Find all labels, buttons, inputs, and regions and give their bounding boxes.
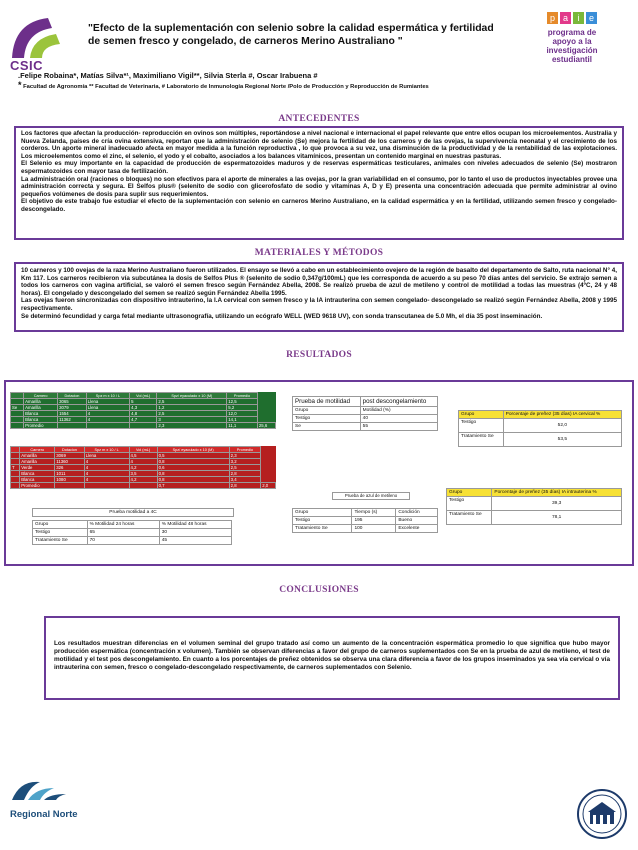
materiales-p3: Se determinó fecundidad y carga fetal mediante ultrasonografía, utilizando un ecógrafo WELL (WED 9618 UV), con sonda transcutanea de 5.0 Mh, el día 35 post inseminación.	[21, 312, 543, 320]
csic-logo-graphic	[8, 14, 66, 62]
poster-title: "Efecto de la suplementación con selenio sobre la calidad espermática y fertilidad de semen fresco y congelado, de carneros Merino Australiano "	[88, 23, 494, 47]
affiliation-block	[18, 82, 458, 92]
cervical-row	[459, 433, 622, 447]
green-table-cell: 4,3	[130, 405, 157, 411]
cervical-cell: Tratamiento Se	[459, 433, 504, 447]
motilidad-4c-table	[32, 520, 232, 545]
green-table-wrap	[10, 392, 276, 429]
red-table-cell: 4,2	[129, 477, 157, 483]
antecedentes-p3: La administración oral (raciones o bloques) no son efectivos para el aporte de minerales a las ovejas, por la gran variabilidad en el consumo, por lo tanto el uso de productos inyectables provee una administración correcta y segura. El Selfos plus® (selenito de sodio con glicerofosfato de sodio y vitaminas A, D y E) presenta una concentración adecuada que permite administrar al ovino pequeños volúmenes de dosis para suplir sus requerimientos.	[21, 175, 617, 198]
paie-letter-p: p	[547, 12, 558, 24]
cervical-cell: 52,0	[503, 419, 621, 433]
csic-label: CSIC	[10, 58, 44, 73]
university-seal	[576, 788, 628, 840]
green-table-header-cell: Vol (mL)	[130, 393, 157, 399]
green-table-cell: 2,3	[157, 423, 227, 429]
green-table-cell: Llena	[86, 399, 129, 405]
intrauterina-row	[447, 511, 622, 525]
paie-letter-e: e	[586, 12, 597, 24]
csic-logo	[8, 14, 66, 72]
red-table-row	[11, 483, 276, 489]
mot4c-cell: 70	[87, 537, 159, 545]
seal-graphic	[576, 788, 628, 840]
mot4c-cell: 65	[87, 529, 159, 537]
red-table-cell: 2,8	[229, 483, 261, 489]
motpost-cell: Testigo	[293, 415, 361, 423]
azul-header-cell: Condición	[396, 509, 438, 517]
red-table-cell: 4,2	[129, 465, 157, 471]
azul-cell: Bueno	[396, 517, 438, 525]
azul-cell: Tratamiento Se	[293, 525, 352, 533]
affiliation: Facultad de Agronomía ** Facultad de Veterinaria, # Laboratorio de Inmunología Regional Norte /Polo de Producción y Reproducción de Rumiantes	[23, 84, 429, 90]
azul-row	[293, 525, 438, 533]
azul-row	[293, 517, 438, 525]
red-table-cell: 1011	[55, 471, 85, 477]
green-table-header-cell: Carnero	[24, 393, 58, 399]
red-table-cell: 4	[84, 459, 129, 465]
red-table-cell	[84, 483, 129, 489]
red-table-cell: Blanca	[20, 477, 55, 483]
azul-cell: 195	[352, 517, 396, 525]
red-table-header-cell: Carnero	[20, 447, 55, 453]
materiales-box	[14, 262, 624, 332]
azul-title: Prueba de azul de metileno	[332, 492, 410, 500]
red-table-cell: 2,8	[229, 471, 261, 477]
motpost-title-1: Prueba de motilidad	[293, 397, 361, 407]
green-table-cell: 11,1	[227, 423, 258, 429]
green-table-cell: 3065	[58, 399, 87, 405]
red-table-cell: 0,6	[157, 465, 229, 471]
authors: .Felipe Robaina*, Matías Silva*¹, Maximiliano Vigil**, Silvia Sterla #, Oscar Irabuena #	[18, 71, 318, 80]
green-table-cell: 4,7	[130, 417, 157, 423]
green-table-header-cell: Spz/ eyaculado x 10 (M)	[157, 393, 227, 399]
red-table-cell	[129, 483, 157, 489]
motilidad-post-table	[292, 396, 438, 431]
red-table-cell: 3069	[55, 453, 85, 459]
cervical-header-cell: Porcentaje de preñez (35 días) IA cervical %	[503, 411, 621, 419]
mot4c-header-cell: % Motilidad 24 horas	[87, 521, 159, 529]
materiales-p1: 10 carneros y 100 ovejas de la raza Merino Australiano fueron utilizados. El ensayo se llevó a cabo en un establecimiento ovejero de la región de basalto del departamento de Salto, ruta nacional N° 4, Km 117. Los carneros recibieron vía subcutánea la dosis de Selfos Plus ® (selenito de sodio 0,347g/100mL) que les corresponda de acuerdo a su peso 70 días antes del servicio. Se extrajo semen a todos los carneros con vagina artificial, se valoró el semen fresco según Fernández Abella, 2008. Se realizó prueba de azul de metileno y control de motilidad a todas las muestras (4ºC, 24 y 48 horas). El congelado y descongelado del semen se realizó según Fernández Abella 1995.	[21, 267, 617, 297]
intrauterina-cell: 39,3	[492, 497, 622, 511]
red-table-cell: 2,0	[261, 483, 276, 489]
mot4c-header-cell: % Motilidad 48 horas	[159, 521, 231, 529]
red-table-header-cell: Spz m x 10 / L	[84, 447, 129, 453]
green-table-cell: 11362	[58, 417, 87, 423]
motpost-row	[293, 415, 438, 423]
azul-header-cell: Tiempo (s)	[352, 509, 396, 517]
green-table-cell: 4	[86, 417, 129, 423]
green-table-cell: 2,5	[157, 411, 227, 417]
antecedentes-box	[14, 126, 624, 240]
mot4c-row	[33, 529, 232, 537]
azul-cell: Excelente	[396, 525, 438, 533]
red-table-cell: 3,4	[229, 477, 261, 483]
antecedentes-p1: Los factores que afectan la producción- reproducción en ovinos son múltiples, reportándose a nivel nacional e internacional el papel relevante que entre ellos ocupan los microelementos. Australia y Nueva Zelanda, países de cría ovina extensiva, reportan que la administración de selenio (Se) mejora la fertilidad de los carneros y de las ovejas, la supervivencia neonatal y el crecimiento de los corderos. Un aporte mineral inadecuado afecta en mayor medida a la función reproductiva , lo que provoca a su vez, una disminución de la productividad y de la rentabilidad de las explotaciones. Los microelementos como el zinc, el selenio, el yodo y el cobalto, asociados a los balances vitamínicos, presentan un contenido marginal en nuestras pasturas.	[21, 130, 617, 160]
conclusiones-text: Los resultados muestran diferencias en el volumen seminal del grupo tratado así como un aumento de la concentración espermática promedio lo que significa que hubo mayor producción espermática (concentración x volumen). También se observan diferencias a favor del grupo de carneros suplementados con Se en la prueba de azul de metileno, el test de motilidad y el test pos descongelamiento. En cuanto a los porcentajes de preñez obtenidos se observa una clara diferencia a favor de los grupos inseminados ya sea vía cervical o vía intrauterina con semen, fresco o congelado-descongelado respectivamente, de carneros suplementados con Selenio.	[54, 640, 610, 671]
mot4c-row	[33, 537, 232, 545]
mot4c-cell: Testigo	[33, 529, 88, 537]
red-table-cell	[55, 483, 85, 489]
motilidad-4c-title: Prueba motilidad a 4C	[32, 508, 234, 517]
green-table-cell: 1,2	[157, 405, 227, 411]
azul-header-cell: Grupo	[293, 509, 352, 517]
green-table-row	[11, 423, 276, 429]
azul-cell: Testigo	[293, 517, 352, 525]
red-table-cell: 2,5	[229, 465, 261, 471]
red-table-cell: 3,5	[129, 471, 157, 477]
green-table-cell: Promedio	[24, 423, 58, 429]
red-table-cell	[11, 483, 20, 489]
green-table-cell: Amarilla	[24, 405, 58, 411]
resultados-heading: RESULTADOS	[286, 350, 352, 360]
green-table-cell: 2,5	[157, 399, 227, 405]
paie-letter-a: a	[560, 12, 571, 24]
red-table-cell: Llena	[84, 453, 129, 459]
green-table-cell: Blanca	[24, 417, 58, 423]
green-table-cell	[130, 423, 157, 429]
green-table-cell: 12,0	[227, 411, 258, 417]
prenez-cervical-table	[458, 410, 622, 447]
red-table-cell: 1080	[55, 477, 85, 483]
green-table-cell: 3	[157, 417, 227, 423]
regional-norte-graphic	[10, 776, 70, 802]
green-table-cell: Se	[11, 405, 24, 411]
paie-letter-i: i	[573, 12, 584, 24]
red-table-cell: Blanca	[20, 471, 55, 477]
red-table-cell: 4	[129, 459, 157, 465]
green-table-cell: 14,1	[227, 417, 258, 423]
mot4c-cell: 45	[159, 537, 231, 545]
red-table-cell: Amarilla	[20, 459, 55, 465]
intrauterina-cell: Tratamiento Se	[447, 511, 492, 525]
motpost-cell: Se	[293, 423, 361, 431]
mot4c-cell: 30	[159, 529, 231, 537]
red-table-cell: 0,8	[157, 477, 229, 483]
motpost-cell: 55	[360, 423, 437, 431]
cervical-row	[459, 419, 622, 433]
green-table-cell: Llena	[86, 405, 129, 411]
regional-norte-label: Regional Norte	[10, 809, 78, 820]
materiales-p2: Las ovejas fueron sincronizadas con dispositivo intrauterino, la I.A cervical con semen fresco y la IA intrauterina con semen congelado- descongelado se realizó según Fernández Abella, 2008 y 1995 respectivamente.	[21, 297, 617, 312]
cervical-cell: Testigo	[459, 419, 504, 433]
red-table-cell: 0,5	[157, 453, 229, 459]
motpost-title-2: post descongelamiento	[360, 397, 437, 407]
green-table-cell: 4,8	[130, 411, 157, 417]
green-table-cell: 25,6	[257, 423, 275, 429]
motpost-header-row	[293, 407, 438, 415]
red-table-cell: 11360	[55, 459, 85, 465]
cervical-cell: 53,5	[503, 433, 621, 447]
red-table-cell: Promedio	[20, 483, 55, 489]
green-table-cell: 4	[86, 411, 129, 417]
conclusiones-heading: CONCLUSIONES	[279, 585, 359, 595]
paie-logo	[522, 12, 622, 82]
red-table-cell: 2,3	[229, 453, 261, 459]
intrauterina-row	[447, 497, 622, 511]
green-table-cell: 1554	[58, 411, 87, 417]
mot4c-cell: Tratamiento Se	[33, 537, 88, 545]
green-table-cell	[86, 423, 129, 429]
red-table-wrap	[10, 446, 276, 489]
azul-table	[292, 508, 438, 533]
motpost-header-cell: Motilidad (%)	[360, 407, 437, 415]
antecedentes-p4: El objetivo de este trabajo fue estudiar el efecto de la suplementación con selenio en carneros Merino Australiano, en la calidad espermática y en la fertilidad, utilizando semen fresco y congelado-descongelado.	[21, 198, 617, 213]
regional-norte-logo	[10, 776, 90, 826]
green-table-header-cell: Spz m x 10 / L	[86, 393, 129, 399]
red-table	[10, 446, 276, 489]
azul-cell: 100	[352, 525, 396, 533]
motpost-header-cell: Grupo	[293, 407, 361, 415]
green-table-cell: 5	[130, 399, 157, 405]
intrauterina-header-cell: Grupo	[447, 489, 492, 497]
red-table-cell: 4	[84, 477, 129, 483]
red-table-cell: 0,7	[157, 483, 229, 489]
red-table-cell: Verde	[20, 465, 55, 471]
red-table-cell: 4	[84, 471, 129, 477]
red-table-cell: 0,8	[157, 471, 229, 477]
green-table-cell	[58, 423, 87, 429]
intrauterina-cell: Testigo	[447, 497, 492, 511]
green-table-header-cell: Promedio	[227, 393, 258, 399]
intrauterina-header-cell: Porcentaje de preñez (35 días) IA intrauterina %	[492, 489, 622, 497]
antecedentes-heading: ANTECEDENTES	[278, 114, 360, 124]
green-table	[10, 392, 276, 429]
conclusiones-box	[44, 616, 620, 700]
red-table-cell: 3,2	[229, 459, 261, 465]
red-table-cell: 326	[55, 465, 85, 471]
cervical-header-row	[459, 411, 622, 419]
green-table-header-cell: Dotacion	[58, 393, 87, 399]
green-table-cell: 5,2	[227, 405, 258, 411]
affil-mark: *	[18, 80, 22, 90]
intrauterina-header-row	[447, 489, 622, 497]
red-table-cell: 0,8	[157, 459, 229, 465]
materiales-heading: MATERIALES Y MÉTODOS	[254, 248, 384, 258]
red-table-cell: Amarilla	[20, 453, 55, 459]
red-table-cell: 4	[84, 465, 129, 471]
green-table-cell: Amarilla	[24, 399, 58, 405]
mot4c-header-cell: Grupo	[33, 521, 88, 529]
azul-header-row	[293, 509, 438, 517]
red-table-header-cell: Promedio	[229, 447, 261, 453]
red-table-header-cell: Vol (mL)	[129, 447, 157, 453]
red-table-cell: T	[11, 465, 20, 471]
red-table-cell: 4,5	[129, 453, 157, 459]
motpost-row	[293, 423, 438, 431]
intrauterina-cell: 78,1	[492, 511, 622, 525]
paie-caption: programa de apoyo a la investigación estudiantil	[546, 28, 598, 64]
green-table-cell: Blanca	[24, 411, 58, 417]
antecedentes-p2: El Selenio es muy importante en la capacidad de producción de espermatozoides maduros y de reservas espermáticas testiculares, animales con niveles adecuados de selenio (Se) mostraron espermatozoides con mayor tasa de fertilización.	[21, 160, 617, 175]
green-table-cell	[11, 423, 24, 429]
cervical-header-cell: Grupo	[459, 411, 504, 419]
green-table-cell: 3079	[58, 405, 87, 411]
motpost-cell: 40	[360, 415, 437, 423]
green-table-cell: 12,5	[227, 399, 258, 405]
red-table-header-cell: Dotacion	[55, 447, 85, 453]
prenez-intra-table	[446, 488, 622, 525]
red-table-header-cell: Spz/ eyaculado x 10 (M)	[157, 447, 229, 453]
mot4c-header-row	[33, 521, 232, 529]
